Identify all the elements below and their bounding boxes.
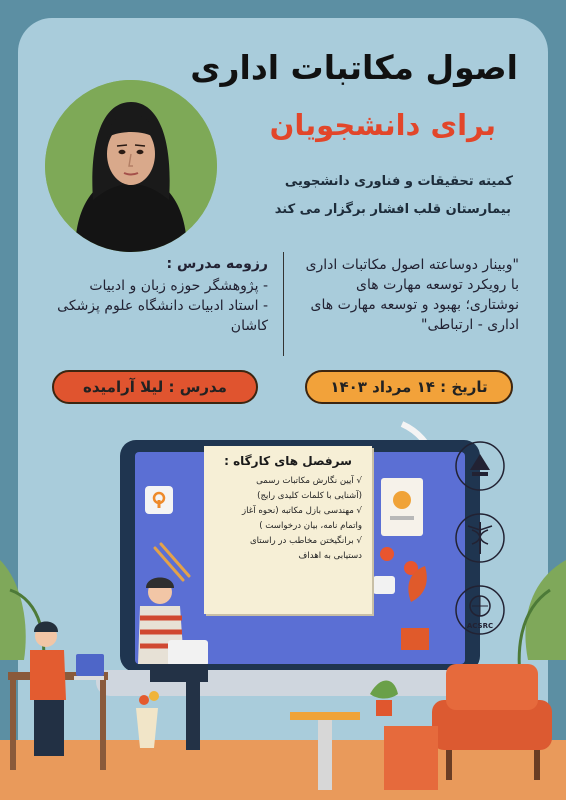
- poster-subtitle: برای دانشجویان: [269, 108, 496, 142]
- date-badge: تاریخ : ۱۴ مرداد ۱۴۰۳: [305, 370, 513, 404]
- workshop-title: سرفصل های کارگاه :: [224, 454, 352, 468]
- workshop-item: √ برانگیختن مخاطب در راستای: [249, 536, 362, 546]
- side-table: [290, 712, 360, 720]
- workshop-item: واتمام نامه، بیان درخواست ): [259, 521, 362, 531]
- instructor-bio: [46, 254, 268, 336]
- acsrc-logo-icon: [454, 584, 506, 636]
- lock-icon: [145, 486, 173, 514]
- workshop-notepad: [204, 446, 372, 614]
- person-illustration: [30, 622, 66, 757]
- organizer-line-1: کمیته تحقیقات و فناوری دانشجویی: [284, 174, 513, 189]
- plant-icon: [136, 691, 159, 748]
- portrait-illustration: [45, 80, 217, 252]
- armchair: [432, 664, 552, 780]
- bio-heading: رزومه مدرس :: [166, 256, 268, 272]
- workshop-item: √ مهندسی بازل مکاتبه (نحوه آغاز: [241, 506, 362, 516]
- plant-icon: [370, 681, 398, 699]
- workshop-item: (آشنایی با کلمات کلیدی رایج): [257, 491, 362, 501]
- bio-item: - استاد ادبیات دانشگاه علوم پزشکی کاشان: [57, 298, 268, 334]
- workshop-item: دستیابی به اهداف: [298, 551, 362, 561]
- portrait-photo: [45, 80, 217, 252]
- bio-item: - پژوهشگر حوزه زبان و ادبیات: [89, 278, 268, 294]
- university-seal-icon: [454, 440, 506, 492]
- notification-icon: [380, 547, 394, 561]
- cabinet: [384, 726, 438, 790]
- id-card-icon: [381, 478, 423, 536]
- workshop-item: √ آیین نگارش مکاتبات رسمی: [256, 476, 362, 486]
- organizer-line-2: بیمارستان قلب افشار برگزار می کند: [274, 202, 511, 217]
- laptop-small-icon: [76, 654, 104, 676]
- caduceus-logo-icon: [454, 512, 506, 564]
- logo-text: ACSRC: [466, 622, 494, 630]
- institution-logos: [454, 440, 510, 656]
- webinar-description: "وبینار دوساعته اصول مکاتبات اداری با رویکرد توسعه مهارت های نوشتاری؛ بهبود و توسعه مهارت های اداری - ارتباطی": [305, 257, 519, 333]
- instructor-badge: مدرس : لیلا آرامیده: [52, 370, 258, 404]
- column-divider: [283, 252, 284, 356]
- poster-title: اصول مکاتبات اداری: [190, 48, 518, 87]
